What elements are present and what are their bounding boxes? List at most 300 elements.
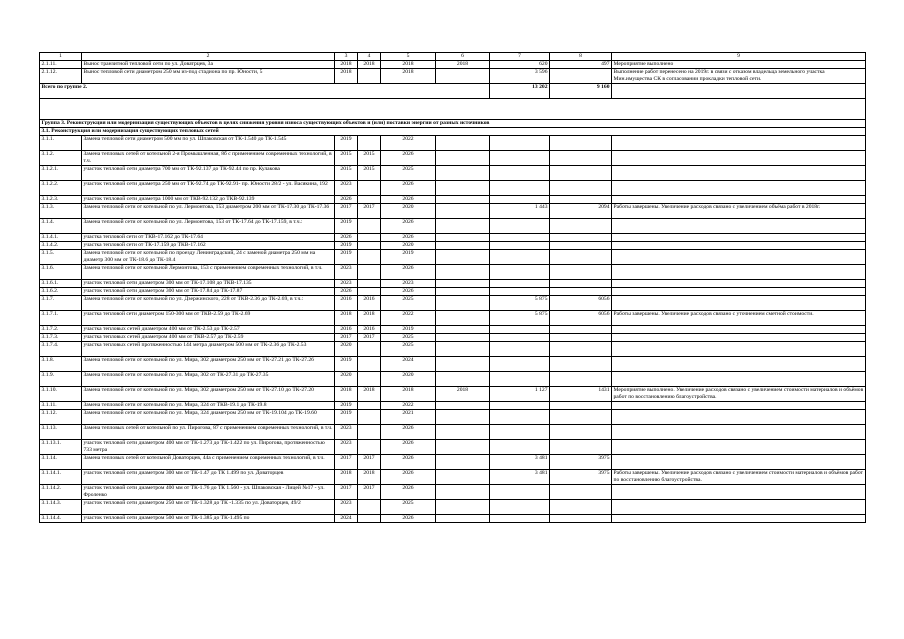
row-end-year: 2018	[381, 387, 436, 402]
row-name: участок тепловой сети диаметром 400 мм от ТК-1.76 до ТК 1.560 - ул. Шпаковская - Лицей №17 - ул. Фроленко	[82, 485, 335, 500]
table-row	[40, 387, 866, 402]
row-note	[612, 280, 866, 288]
row-number: 3.1.14.2.	[40, 485, 82, 500]
row-end-year: 2022	[381, 136, 436, 151]
row-fact-cost	[550, 326, 612, 334]
column-number: 8	[550, 53, 612, 61]
row-fact-start-year	[358, 410, 381, 425]
row-fact-start-year	[358, 181, 381, 196]
row-name: Замена тепловой сети от котельной Лермонтова, 153 с применением современных технологий, в т.ч.	[82, 265, 335, 280]
row-plan-cost: 1 443	[490, 204, 550, 219]
row-note	[612, 425, 866, 440]
row-note	[612, 166, 866, 181]
row-plan-cost	[490, 250, 550, 265]
row-fact-end-year	[436, 334, 490, 342]
column-number: 2	[82, 53, 335, 61]
column-number: 6	[436, 53, 490, 61]
table-row	[40, 500, 866, 515]
row-fact-start-year	[358, 425, 381, 440]
row-fact-end-year	[436, 234, 490, 242]
row-name: Вынос транзитной тепловой сети по ул. Доватрцев, 3а	[82, 61, 335, 69]
row-fact-cost	[550, 234, 612, 242]
row-plan-cost	[490, 234, 550, 242]
row-name: участок тепловой сети диаметра 1000 мм от ТКВ-92.132 до ТКВ-92.139	[82, 196, 335, 204]
row-fact-cost	[550, 250, 612, 265]
row-name: участок тепловой сети диаметром 300 мм от ТК-1.47 до ТК 1.499 по ул. Доваторцев	[82, 470, 335, 485]
row-fact-cost: 6056	[550, 311, 612, 326]
row-plan-cost	[490, 357, 550, 372]
row-note	[612, 196, 866, 204]
row-number: 3.1.4.2.	[40, 242, 82, 250]
row-start-year: 2016	[335, 296, 358, 311]
column-number: 9	[612, 53, 866, 61]
row-name: участка тепловых сетей диаметром 400 мм от ТКВ-2.57 до ТК-2.59	[82, 334, 335, 342]
row-name: Замена тепловой сети от котельной по ул. Мира, 302 диаметром 250 мм от ТК-27.10 до ТК-27.20	[82, 387, 335, 402]
row-fact-start-year: 2018	[358, 470, 381, 485]
row-start-year: 2020	[335, 372, 358, 387]
row-plan-cost	[490, 219, 550, 234]
row-number: 3.1.7.3.	[40, 334, 82, 342]
row-fact-start-year	[358, 500, 381, 515]
table-row	[40, 250, 866, 265]
program-table	[39, 52, 866, 523]
row-name: участка тепловой сети от ТКВ-17.162 до ТК-17.64	[82, 234, 335, 242]
row-end-year: 2026	[381, 470, 436, 485]
row-start-year: 2023	[335, 425, 358, 440]
row-fact-end-year	[436, 410, 490, 425]
row-note	[612, 515, 866, 523]
row-fact-start-year	[358, 242, 381, 250]
row-fact-end-year	[436, 166, 490, 181]
column-number: 1	[40, 53, 82, 61]
row-number: 3.1.2.1.	[40, 166, 82, 181]
row-fact-cost	[550, 288, 612, 296]
row-name: Замена тепловой сети от котельной по ул. Мира, 302 диаметром 250 мм от ТК-27.21 до ТК-27.26	[82, 357, 335, 372]
table-row	[40, 470, 866, 485]
row-end-year: 2025	[381, 334, 436, 342]
row-name: участок тепловой сети диаметром 250 мм от ТК-1.328 до ТК -1.335 по ул. Доваторцев, 49/2	[82, 500, 335, 515]
row-end-year: 2026	[381, 234, 436, 242]
table-row	[40, 242, 866, 250]
row-fact-cost: 3975	[550, 470, 612, 485]
row-end-year: 2025	[381, 500, 436, 515]
row-fact-cost: 497	[550, 61, 612, 69]
row-fact-end-year	[436, 136, 490, 151]
row-start-year: 2026	[335, 234, 358, 242]
row-name: участок тепловой сети диаметром 300 мм от ТК-17.108 до ТКВ-17.135	[82, 280, 335, 288]
row-plan-cost	[490, 166, 550, 181]
row-note	[612, 326, 866, 334]
column-number: 7	[490, 53, 550, 61]
row-fact-end-year	[436, 204, 490, 219]
row-fact-cost	[550, 242, 612, 250]
row-name: Вынос тепловой сети диаметром 250 мм из-под стадиона по пр. Юности, 5	[82, 69, 335, 84]
row-end-year: 2026	[381, 181, 436, 196]
empty-cell	[40, 99, 866, 120]
row-name: Замена тепловой сети от котельной по проезду Ленинградский, 24 с заменой диаметра 250 мм на диаметр 300 мм от ТК-18.6 до ТК-18.4	[82, 250, 335, 265]
row-fact-end-year	[436, 372, 490, 387]
row-start-year: 2026	[335, 196, 358, 204]
row-note	[612, 334, 866, 342]
row-fact-start-year	[358, 250, 381, 265]
row-end-year: 2020	[381, 372, 436, 387]
row-note: Работы завершены. Увеличение расходов связано с уточнением сметной стоимости.	[612, 311, 866, 326]
row-name: участка тепловых сетей протяженностью 144 метра диаметром 500 мм от ТК-2.36 до ТК-2.53	[82, 342, 335, 357]
row-end-year: 2019	[381, 326, 436, 334]
row-plan-cost	[490, 280, 550, 288]
row-fact-end-year	[436, 455, 490, 470]
row-plan-cost	[490, 196, 550, 204]
row-end-year: 2026	[381, 288, 436, 296]
row-name: Замена тепловых сетей от котельной Доваторцев, 44а с применением современных технологий, в т.ч.	[82, 455, 335, 470]
row-number: 3.1.11.	[40, 402, 82, 410]
row-fact-end-year	[436, 219, 490, 234]
row-number: 3.1.4.	[40, 219, 82, 234]
row-fact-cost	[550, 440, 612, 455]
row-start-year: 2017	[335, 204, 358, 219]
row-fact-end-year	[436, 500, 490, 515]
row-plan-cost	[490, 288, 550, 296]
row-fact-start-year: 2018	[358, 387, 381, 402]
row-fact-end-year	[436, 357, 490, 372]
row-fact-cost	[550, 402, 612, 410]
row-note	[612, 455, 866, 470]
row-plan-cost	[490, 410, 550, 425]
row-name: Замена тепловой сети от котельной по ул. Мира, 302 от ТК-27.31 до ТК-27.35	[82, 372, 335, 387]
row-end-year: 2018	[381, 69, 436, 84]
row-start-year: 2018	[335, 61, 358, 69]
row-note	[612, 410, 866, 425]
row-start-year: 2015	[335, 151, 358, 166]
row-fact-cost	[550, 515, 612, 523]
table-row	[40, 334, 866, 342]
row-note: Мероприятие выполнено. Увеличение расходов связано с увеличением стоимости материалов и объёмов работ по восстановлению благоустройства.	[612, 387, 866, 402]
row-fact-cost	[550, 69, 612, 84]
row-fact-end-year	[436, 196, 490, 204]
row-fact-start-year: 2018	[358, 311, 381, 326]
group-total-row	[40, 84, 866, 99]
row-fact-start-year	[358, 440, 381, 455]
row-fact-start-year: 2015	[358, 166, 381, 181]
row-number: 2.1.12.	[40, 69, 82, 84]
row-fact-cost	[550, 334, 612, 342]
table-row	[40, 288, 866, 296]
row-fact-end-year	[436, 311, 490, 326]
row-number: 3.1.12.	[40, 410, 82, 425]
row-start-year: 2023	[335, 280, 358, 288]
row-plan-cost	[490, 242, 550, 250]
row-fact-start-year	[358, 515, 381, 523]
row-start-year: 2019	[335, 357, 358, 372]
row-fact-cost	[550, 136, 612, 151]
row-end-year: 2026	[381, 151, 436, 166]
row-fact-cost	[550, 166, 612, 181]
row-fact-end-year	[436, 470, 490, 485]
row-start-year: 2023	[335, 181, 358, 196]
row-fact-cost: 6056	[550, 296, 612, 311]
row-name: участка тепловой сети диаметром 150-300 мм от ТКВ-2.59 до ТК-2.69	[82, 311, 335, 326]
table-row	[40, 280, 866, 288]
row-name: Замена тепловых сетей от котельной 2-я Промышленная, 8б с применением современных технологий, в т.ч.	[82, 151, 335, 166]
row-end-year: 2023	[381, 280, 436, 288]
row-fact-start-year: 2015	[358, 151, 381, 166]
row-note	[612, 342, 866, 357]
table-row	[40, 234, 866, 242]
table-row	[40, 425, 866, 440]
row-plan-cost	[490, 265, 550, 280]
row-note	[612, 250, 866, 265]
row-number: 3.1.2.2.	[40, 181, 82, 196]
row-number: 3.1.6.2.	[40, 288, 82, 296]
row-number: 3.1.7.1.	[40, 311, 82, 326]
empty-cell	[612, 84, 866, 99]
row-plan-cost: 3 481	[490, 455, 550, 470]
row-start-year: 2019	[335, 410, 358, 425]
row-start-year: 2017	[335, 334, 358, 342]
row-end-year: 2025	[381, 166, 436, 181]
row-number: 3.1.7.2.	[40, 326, 82, 334]
row-note: Мероприятие выполнено	[612, 61, 866, 69]
row-end-year: 2026	[381, 455, 436, 470]
row-number: 3.1.8.	[40, 357, 82, 372]
row-fact-end-year: 2018	[436, 61, 490, 69]
row-start-year: 2015	[335, 166, 358, 181]
row-name: Замена тепловой сети от котельной по ул. Лермонтова, 153 от ТК-17.64 до ТК-17.159, в т.ч.:	[82, 219, 335, 234]
row-end-year: 2026	[381, 219, 436, 234]
group-total-plan: 13 202	[490, 84, 550, 99]
row-start-year: 2019	[335, 136, 358, 151]
row-start-year: 2019	[335, 250, 358, 265]
row-fact-start-year	[358, 136, 381, 151]
row-plan-cost	[490, 500, 550, 515]
row-start-year: 2017	[335, 455, 358, 470]
row-fact-cost	[550, 485, 612, 500]
row-number: 3.1.10.	[40, 387, 82, 402]
row-fact-cost	[550, 372, 612, 387]
row-plan-cost	[490, 515, 550, 523]
row-start-year: 2017	[335, 485, 358, 500]
row-fact-start-year: 2017	[358, 455, 381, 470]
section-title: 3.1. Реконструкция или модернизация существующих тепловых сетей	[40, 128, 866, 136]
row-fact-end-year	[436, 181, 490, 196]
row-plan-cost	[490, 136, 550, 151]
row-note: Выполнение работ перенесено на 2019г. в связи с отказом владельца земельного участка Мин.имущества СК в согласовании прокладки тепловой сети.	[612, 69, 866, 84]
row-start-year: 2024	[335, 515, 358, 523]
row-fact-cost	[550, 410, 612, 425]
row-number: 3.1.14.1.	[40, 470, 82, 485]
row-fact-end-year	[436, 288, 490, 296]
row-note	[612, 296, 866, 311]
group-total-label: Всего по группе 2.	[40, 84, 490, 99]
row-plan-cost: 5 875	[490, 296, 550, 311]
row-end-year: 2022	[381, 311, 436, 326]
table-row	[40, 485, 866, 500]
row-name: Замена тепловой сети диаметром 500 мм по ул. Шпаковская от ТК-1.540 до ТК-1.545	[82, 136, 335, 151]
row-fact-start-year: 2017	[358, 485, 381, 500]
row-note	[612, 440, 866, 455]
row-note: Работы завершены. Увеличение расходов связано с увеличением стоимости материалов и объёмов работ по восстановлению благоустройства.	[612, 470, 866, 485]
group-title: Группа 3. Реконструкция или модернизация существующих объектов в целях снижения уровня износа существующих объектов и (или) поставки энергии от разных источников	[40, 120, 866, 128]
row-fact-start-year	[358, 342, 381, 357]
row-fact-end-year	[436, 326, 490, 334]
row-fact-start-year	[358, 402, 381, 410]
row-fact-start-year: 2017	[358, 334, 381, 342]
row-fact-cost: 3975	[550, 455, 612, 470]
row-fact-cost	[550, 342, 612, 357]
row-number: 3.1.3.	[40, 204, 82, 219]
row-fact-start-year: 2016	[358, 296, 381, 311]
row-fact-end-year	[436, 485, 490, 500]
row-fact-end-year	[436, 515, 490, 523]
row-name: участок тепловой сети диаметром 400 мм от ТК-1.273 до ТК-1.422 по ул. Пирогова, протяженностью 733 метра	[82, 440, 335, 455]
row-number: 3.1.7.	[40, 296, 82, 311]
row-plan-cost	[490, 402, 550, 410]
row-start-year: 2016	[335, 326, 358, 334]
row-fact-start-year	[358, 288, 381, 296]
row-fact-start-year	[358, 265, 381, 280]
row-name: участка тепловых сетей диаметром 400 мм от ТК-2.53 до ТК-2.57	[82, 326, 335, 334]
row-fact-end-year	[436, 69, 490, 84]
row-fact-cost: 1431	[550, 387, 612, 402]
row-name: Замена тепловой сети от котельной по ул. Дзержинского, 228 от ТКВ-2.36 до ТК-2.69, в т.ч.:	[82, 296, 335, 311]
table-row	[40, 69, 866, 84]
row-note	[612, 136, 866, 151]
row-note	[612, 234, 866, 242]
row-plan-cost	[490, 181, 550, 196]
row-fact-start-year: 2016	[358, 326, 381, 334]
row-end-year: 2026	[381, 515, 436, 523]
row-note	[612, 372, 866, 387]
row-fact-end-year	[436, 265, 490, 280]
row-note	[612, 265, 866, 280]
row-name: участка тепловой сети от ТК-17.159 до ТКВ-17.162	[82, 242, 335, 250]
row-end-year: 2026	[381, 196, 436, 204]
table-row	[40, 136, 866, 151]
row-note	[612, 151, 866, 166]
row-fact-start-year	[358, 372, 381, 387]
row-plan-cost: 1 127	[490, 387, 550, 402]
row-start-year: 2018	[335, 69, 358, 84]
report-page	[39, 52, 865, 523]
row-start-year: 2018	[335, 311, 358, 326]
row-fact-end-year	[436, 296, 490, 311]
row-fact-cost	[550, 265, 612, 280]
row-end-year: 2025	[381, 296, 436, 311]
row-plan-cost	[490, 151, 550, 166]
row-number: 3.1.6.	[40, 265, 82, 280]
row-note	[612, 402, 866, 410]
table-body	[40, 53, 866, 523]
row-end-year: 2020	[381, 204, 436, 219]
table-row	[40, 265, 866, 280]
row-fact-end-year	[436, 250, 490, 265]
row-plan-cost	[490, 425, 550, 440]
row-plan-cost	[490, 334, 550, 342]
row-name: участок тепловой сети диаметра 250 мм от ТК-92.74 до ТК-92.91- пр. Юности 28/2 - ул. Васякина, 192	[82, 181, 335, 196]
row-end-year: 2025	[381, 342, 436, 357]
row-note	[612, 288, 866, 296]
row-fact-end-year	[436, 151, 490, 166]
row-fact-end-year	[436, 440, 490, 455]
row-name: участок тепловой сети диаметром 500 мм от ТК-1.385 до ТК-1.495 по	[82, 515, 335, 523]
row-fact-end-year	[436, 402, 490, 410]
row-end-year: 2021	[381, 410, 436, 425]
row-fact-end-year	[436, 342, 490, 357]
row-end-year: 2018	[381, 61, 436, 69]
row-fact-end-year: 2018	[436, 387, 490, 402]
row-start-year: 2023	[335, 265, 358, 280]
column-number: 5	[381, 53, 436, 61]
column-numbers-row	[40, 53, 866, 61]
table-row	[40, 151, 866, 166]
row-number: 3.1.13.	[40, 425, 82, 440]
row-plan-cost	[490, 372, 550, 387]
row-fact-end-year	[436, 425, 490, 440]
row-number: 3.1.14.4.	[40, 515, 82, 523]
row-end-year: 2026	[381, 485, 436, 500]
row-end-year: 2024	[381, 357, 436, 372]
row-fact-start-year: 2018	[358, 61, 381, 69]
row-start-year: 2023	[335, 500, 358, 515]
row-plan-cost	[490, 440, 550, 455]
row-fact-start-year	[358, 280, 381, 288]
row-fact-start-year	[358, 196, 381, 204]
table-row	[40, 455, 866, 470]
table-row	[40, 440, 866, 455]
table-row	[40, 402, 866, 410]
row-number: 3.1.2.3.	[40, 196, 82, 204]
row-fact-start-year	[358, 234, 381, 242]
row-plan-cost: 5 875	[490, 311, 550, 326]
table-row	[40, 342, 866, 357]
row-name: Замена тепловой сети от котельной по ул. Лермонтова, 153 диаметром 200 мм от ТК-17.30 до ТК-17.36	[82, 204, 335, 219]
row-fact-cost	[550, 357, 612, 372]
section-title-row	[40, 128, 866, 136]
row-plan-cost: 3 596	[490, 69, 550, 84]
row-start-year: 2019	[335, 219, 358, 234]
row-start-year: 2018	[335, 470, 358, 485]
group-total-fact: 9 160	[550, 84, 612, 99]
row-fact-cost	[550, 500, 612, 515]
row-number: 3.1.14.3.	[40, 500, 82, 515]
row-start-year: 2026	[335, 288, 358, 296]
row-fact-end-year	[436, 242, 490, 250]
row-number: 3.1.13.1.	[40, 440, 82, 455]
row-fact-cost: 2094	[550, 204, 612, 219]
row-number: 3.1.2.	[40, 151, 82, 166]
row-note	[612, 500, 866, 515]
row-note	[612, 219, 866, 234]
row-start-year: 2020	[335, 342, 358, 357]
group-title-row	[40, 120, 866, 128]
row-name: Замена тепловых сетей от котельной по ул. Пирогова, 87 с применением современных технологий, в т.ч.	[82, 425, 335, 440]
row-fact-cost	[550, 181, 612, 196]
row-name: Замена тепловой сети от котельной по ул. Мира, 324 диаметром 250 мм от ТК-19.104 до ТК-19.60	[82, 410, 335, 425]
row-fact-cost	[550, 219, 612, 234]
row-number: 2.1.11.	[40, 61, 82, 69]
row-end-year: 2026	[381, 425, 436, 440]
row-plan-cost	[490, 326, 550, 334]
row-number: 3.1.7.4.	[40, 342, 82, 357]
row-fact-start-year	[358, 357, 381, 372]
row-end-year: 2026	[381, 265, 436, 280]
row-end-year: 2022	[381, 402, 436, 410]
row-number: 3.1.14.	[40, 455, 82, 470]
row-fact-start-year: 2017	[358, 204, 381, 219]
row-plan-cost	[490, 342, 550, 357]
spacer-row	[40, 99, 866, 120]
row-end-year: 2019	[381, 250, 436, 265]
